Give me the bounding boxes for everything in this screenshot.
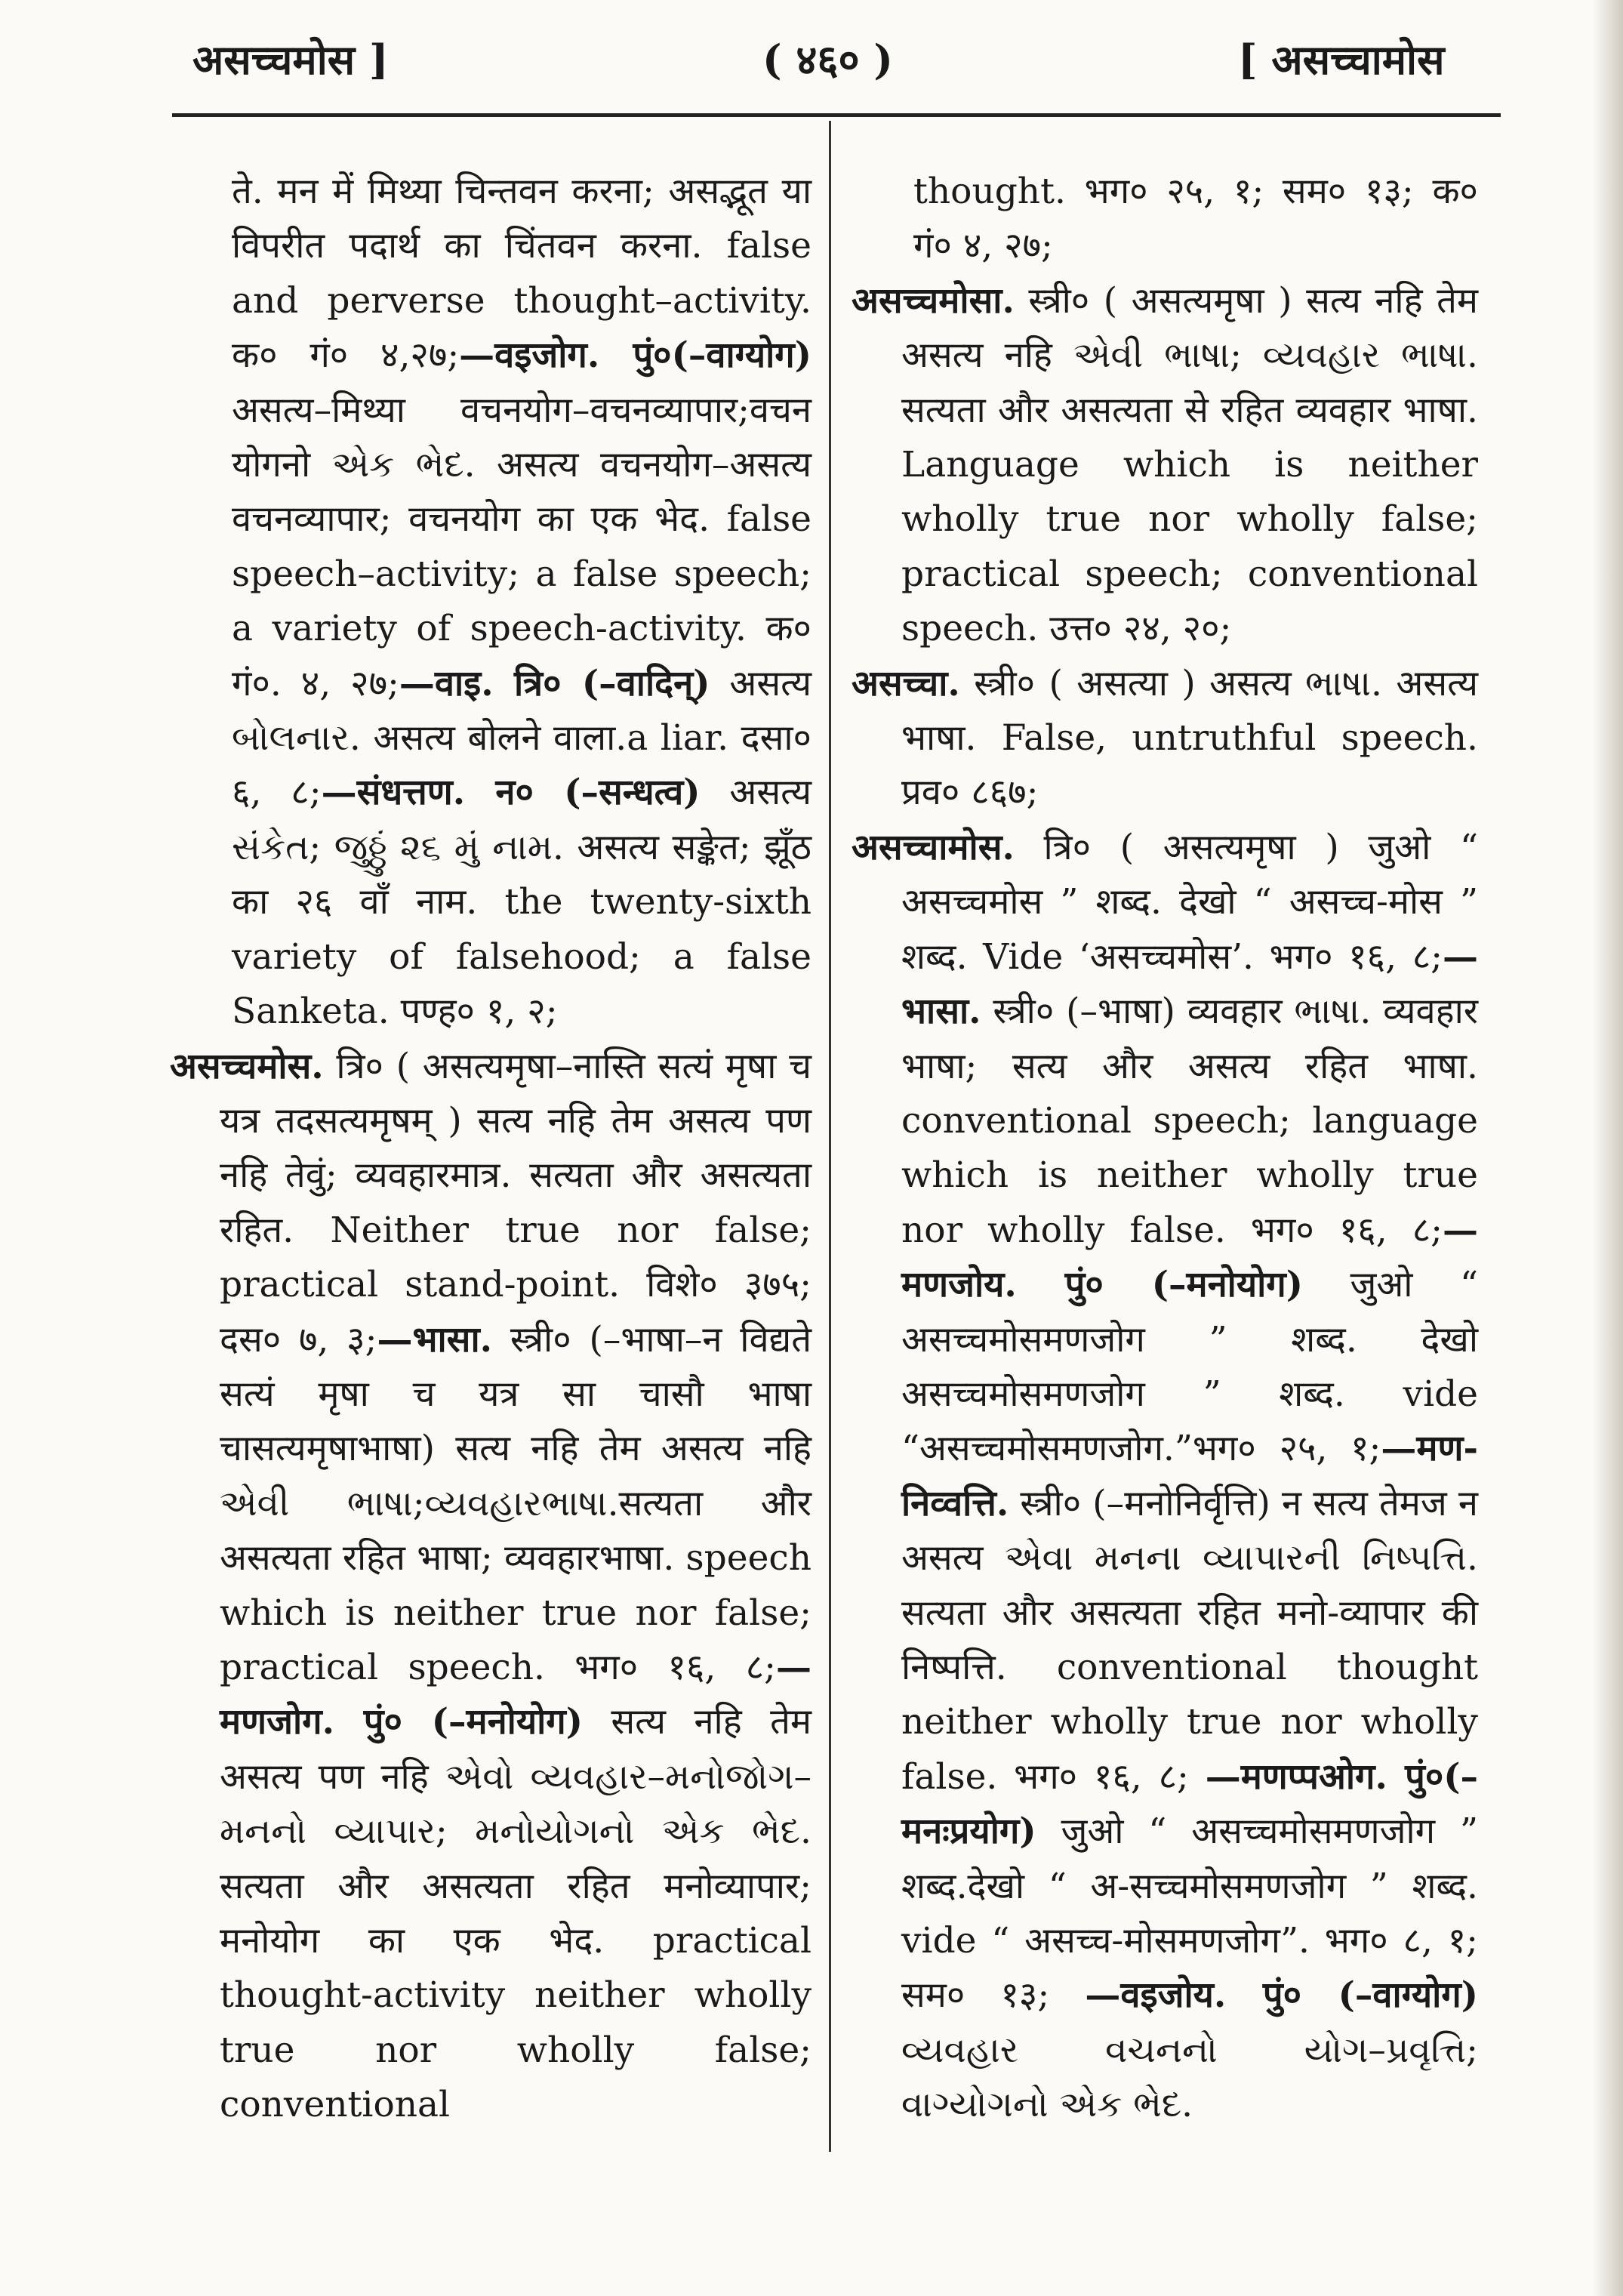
entry-text: त्रि० ( असत्यमृषा–नास्ति सत्यं मृषा च यत्र तदसत्यमृषम् ) सत्य नहि तेम असत्य पण नहि तेवुं; व्यवहारमात्र. सत्यता और असत्यता रहित. Neither true nor false; practical stand-point. विशे० ३७५; दस० ७, ३; — [220, 1045, 812, 1361]
sub-entry-vaai: —वाइ. त्रि० (–वादिन्) — [399, 662, 710, 704]
entry-text: असत्य–मिथ्या वचनयोग–वचनव्यापार;वचन योगनो એક ભેદ. असत्य वचनयोग–असत्य वचनव्यापार; वचनयोग का एक भेद. false speech–activity; a false speech; a variety of speech-activity. क० गं०. ४, २७; — [232, 389, 812, 704]
entry-text: त्रि० ( असत्यमृषा ) जुओ “ असच्चमोस ” शब्द. देखो “ असच्च-मोस ” शब्द. Vide ‘असच्चमोस’. भग० १६, ८; — [901, 826, 1478, 978]
right-column — [852, 165, 1478, 2133]
column-divider — [829, 121, 831, 2152]
dictionary-entry — [852, 821, 1478, 2133]
entry-text: स्त्री० ( असत्या ) असत्य ભાષા. असत्य भाषा. False, untruthful speech. प्रव० ८६७; — [901, 662, 1478, 814]
sub-entry-vaijoya: —वइजोय. पुं० (–वाग्योग) — [1085, 1974, 1478, 2017]
entry-headword: असच्चामोस. — [852, 826, 1015, 868]
dictionary-entry — [852, 657, 1478, 821]
sub-entry-vaijoga: —वइजोग. पुं०(–वाग्योग) — [459, 334, 812, 377]
entry-text: ते. मन में मिथ्या चिन्तवन करना; असद्भूत या विपरीत पदार्थ का चिंतवन करना. false and perverse thought–activity. क० गं० ४,२७; — [232, 171, 812, 377]
entry-text: स्त्री० (–भाषा–न विद्यते सत्यं मृषा च यत्र सा चासौ भाषा चासत्यमृषाभाषा) सत्य नहि तेम असत्य नहि એવી ભાષા;વ્યવહારભાષા.सत्यता और असत्यता रहित भाषा; व्यवहारभाषा. speech which is neither true nor false; practical speech. भग० १६, ८; — [220, 1318, 812, 1688]
entry-headword: असच्चा. — [852, 662, 960, 704]
entry-headword: असच्चमोसा. — [852, 279, 1015, 322]
sub-entry-manajoga: —मणजोग. पुं० (–मनोयोग) — [220, 1646, 812, 1743]
entry-headword: असच्चमोस. — [170, 1045, 324, 1087]
dictionary-entry — [852, 274, 1478, 657]
running-head-right: [ असच्चामोस — [1238, 35, 1445, 84]
entry-text: स्त्री० (–मनोनिर्वृत्ति) न सत्य तेमज न असत्य એવા મનના વ્યાપારની નિષ્પત્તિ. सत्यता और असत्यता रहित मनो-व्यापार की निष्पत्ति. conventional thought neither wholly true nor wholly false. भग० १६, ८; — [901, 1482, 1478, 1798]
header-rule — [172, 113, 1501, 117]
continued-entry — [852, 165, 1478, 274]
entry-text: स्त्री० ( असत्यमृषा ) सत्य नहि तेम असत्य नहि એવી ભાષા; વ્યવહાર ભાષા. सत्यता और असत्यता से रहित व्यवहार भाषा. Language which is neither wholly true nor wholly false; practical speech; conventional speech. उत्त० २४, २०; — [901, 279, 1478, 650]
page-header — [0, 30, 1623, 98]
sub-entry-bhaasaa: —भासा. — [901, 935, 1478, 1033]
entry-text: असत्य સંકેત; જુઠ્ઠું ૨૬ મું નામ. असत्य सङ्केत; झूँठ का २६ वाँ नाम. the twenty-sixth variety of falsehood; a false Sanketa. पण्ह० १, २; — [232, 772, 812, 1033]
entry-text: વ્યવહાર વચનનો યોગ–પ્રવૃત્તિ; વાગ્યોગનો એક ભેદ. — [901, 2029, 1478, 2126]
scan-edge-shadow — [1593, 0, 1623, 2296]
sub-entry-mananivvatti: —मण-निव्वत्ति. — [901, 1428, 1478, 1524]
entry-text: thought. भग० २५, १; सम० १३; क० गं० ४, २७; — [913, 171, 1478, 267]
sub-entry-manappaoga: —मणप्पओग. पुं०(–मनःप्रयोग) — [901, 1755, 1478, 1853]
left-column — [170, 165, 812, 2133]
page-number: ( ४६० ) — [762, 35, 893, 84]
continued-entry — [170, 165, 812, 1040]
sub-entry-bhaasaa: —भासा. — [377, 1318, 492, 1361]
entry-text: जुओ “ असच्चमोसमणजोग ” शब्द. देखो असच्चमोसमणजोग ” शब्द. vide “असच्चमोसमणजोग.”भग० २५, १; — [901, 1264, 1478, 1470]
sub-entry-sandhattana: —संधत्तण. न० (–सन्धत्व) — [321, 772, 701, 814]
entry-text: सत्य नहि तेम असत्य पण नहि એવો વ્યવહાર–મનોજોગ–મનનો વ્યાપાર; મનોયોગનો એક ભેદ. सत्यता और असत्यता रहित मनोव्यापार; मनोयोग का एक भेद. practical thought-activity neither wholly true nor wholly false; conventional — [220, 1701, 812, 2126]
dictionary-entry — [170, 1040, 812, 2133]
sub-entry-manajoya: —मणजोय. पुं० (–मनोयोग) — [901, 1209, 1478, 1306]
entry-text: असत्य બોલનાર. असत्य बोलने वाला.a liar. दसा० ६, ८; — [232, 662, 812, 814]
entry-text: स्त्री० (–भाषा) व्यवहार ભાષા. व्यवहार भाषा; सत्य और असत्य रहित भाषा. conventional speech; language which is neither wholly true nor wholly false. भग० १६, ८; — [901, 991, 1478, 1251]
entry-text: जुओ “ असच्चमोसमणजोग ” शब्द.देखो “ अ-सच्चमोसमणजोग ” शब्द. vide “ असच्च-मोसमणजोग”. भग० ८, १; सम० १३; — [901, 1811, 1478, 2017]
running-head-left: असच्चमोस ] — [192, 35, 389, 84]
